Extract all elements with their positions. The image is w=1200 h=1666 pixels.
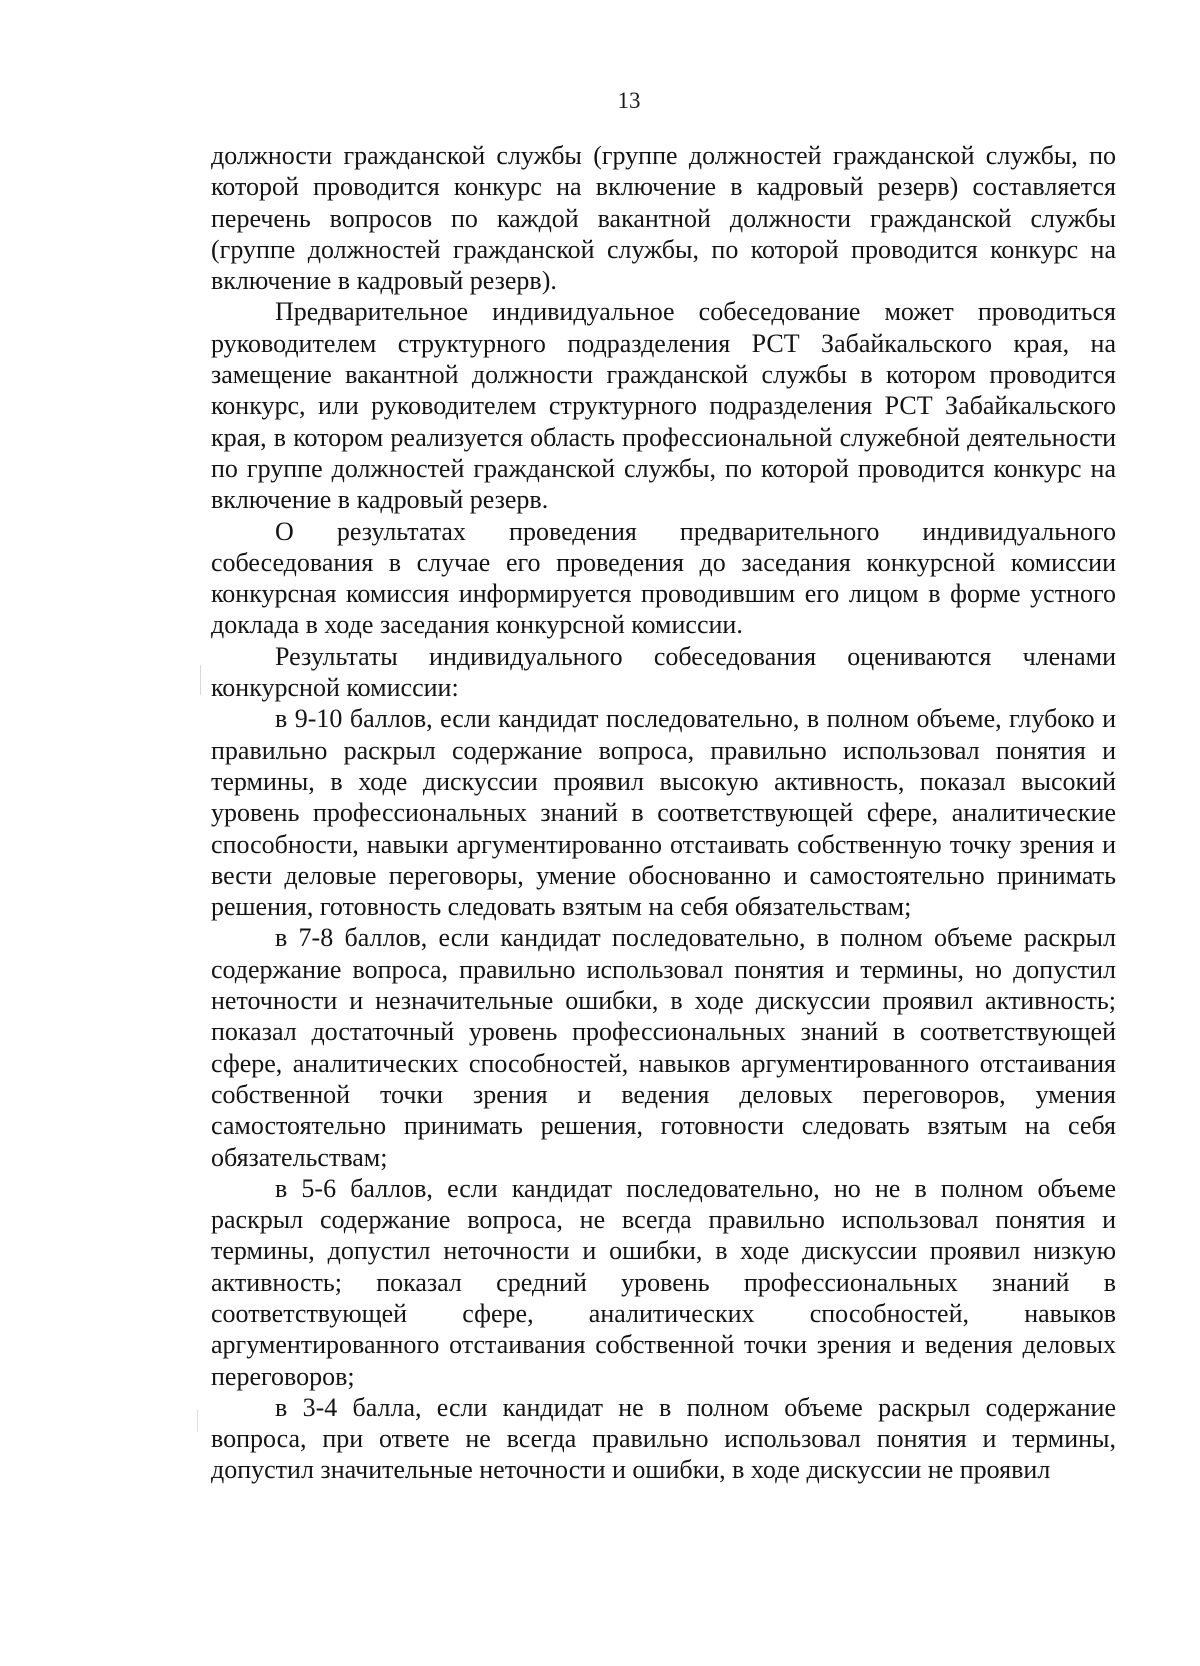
paragraph-preliminary-interview: Предварительное индивидуальное собеседование может проводиться руководителем структурного подразделения РСТ Забайкальского края, на замещение вакантной должности гражданской службы в котором проводится конкурс, или руководителем структурного подразделения РСТ Забайкальского края, в котором реализуется область профессиональной служебной деятельности по группе должностей гражданской службы, по которой проводится конкурс на включение в кадровый резерв. bbox=[211, 297, 1116, 515]
page-number: 13 bbox=[617, 88, 641, 113]
paragraph-score-9-10: в 9-10 баллов, если кандидат последовательно, в полном объеме, глубоко и правильно раскрыл содержание вопроса, правильно использовал понятия и термины, в ходе дискуссии проявил высокую активность, показал высокий уровень профессиональных знаний в соответствующей сфере, аналитические способности, навыки аргументированно отстаивать собственную точку зрения и вести деловые переговоры, умение обоснованно и самостоятельно принимать решения, готовность следовать взятым на себя обязательствам; bbox=[211, 704, 1116, 922]
paragraph-score-5-6: в 5-6 баллов, если кандидат последовательно, но не в полном объеме раскрыл содержание вопроса, не всегда правильно использовал понятия и термины, допустил неточности и ошибки, в ходе дискуссии проявил низкую активность; показал средний уровень профессиональных знаний в соответствующей сфере, аналитических способностей, навыков аргументированного отстаивания собственной точки зрения и ведения деловых переговоров; bbox=[211, 1173, 1116, 1391]
paragraph-score-3-4: в 3-4 балла, если кандидат не в полном объеме раскрыл содержание вопроса, при ответе не всегда правильно использовал понятия и термины, допустил значительные неточности и ошибки, в ходе дискуссии не проявил bbox=[211, 1392, 1116, 1485]
paragraph-score-7-8: в 7-8 баллов, если кандидат последовательно, в полном объеме раскрыл содержание вопроса, правильно использовал понятия и термины, но допустил неточности и незначительные ошибки, в ходе дискуссии проявил активность; показал достаточный уровень профессиональных знаний в соответствующей сфере, аналитических способностей, навыков аргументированного отстаивания собственной точки зрения и ведения деловых переговоров, умения самостоятельно принимать решения, готовности следовать взятым на себя обязательствам; bbox=[211, 923, 1116, 1172]
paragraph-interview-results-report: О результатах проведения предварительного индивидуального собеседования в случае его проведения до заседания конкурсной комиссии конкурсная комиссия информируется проводившим его лицом в форме устного доклада в ходе заседания конкурсной комиссии. bbox=[211, 516, 1116, 640]
paragraph-continuation: должности гражданской службы (группе должностей гражданской службы, по которой проводится конкурс на включение в кадровый резерв) составляется перечень вопросов по каждой вакантной должности гражданской службы (группе должностей гражданской службы, по которой проводится конкурс на включение в кадровый резерв). bbox=[211, 141, 1116, 296]
document-body bbox=[211, 140, 1116, 1486]
scan-artifact bbox=[200, 665, 201, 695]
scan-artifact bbox=[197, 1410, 198, 1432]
paragraph-evaluation-intro: Результаты индивидуального собеседования оцениваются членами конкурсной комиссии: bbox=[211, 641, 1116, 703]
